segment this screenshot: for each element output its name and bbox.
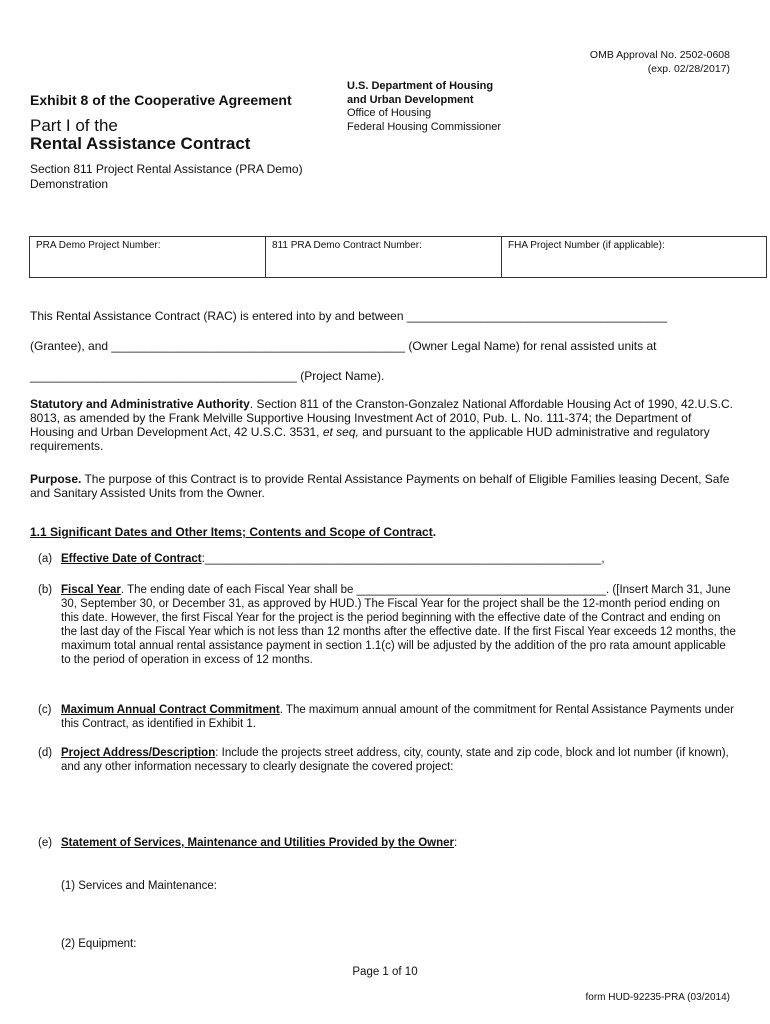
fiscal-year-title: Fiscal Year: [61, 584, 121, 596]
max-annual-commitment-title: Maximum Annual Contract Commitment: [61, 704, 280, 716]
item-d-label: (d): [38, 747, 53, 759]
pra-demo-project-number-field[interactable]: PRA Demo Project Number:: [36, 240, 161, 251]
statutory-authority-label: Statutory and Administrative Authority: [30, 397, 250, 411]
project-address-text: : Include the projects street address, city, county, state and zip code, block and lot number (if known), and any other information necessary to clearly designate the covered project:: [61, 747, 729, 773]
sub-item-equipment: (2) Equipment:: [61, 938, 137, 950]
omb-approval-number: OMB Approval No. 2502-0608: [589, 49, 730, 61]
item-c-label: (c): [38, 704, 52, 716]
project-address-title: Project Address/Description: [61, 747, 216, 759]
effective-date-title: Effective Date of Contract: [61, 553, 202, 565]
program-description: [30, 162, 350, 192]
purpose-label: Purpose.: [30, 472, 82, 486]
item-a: [38, 552, 738, 566]
project-numbers-table: [29, 236, 767, 278]
item-e-label: (e): [38, 837, 53, 849]
commissioner-name: Federal Housing Commissioner: [347, 120, 502, 133]
intro-line-2: (Grantee), and ____________________________________________ (Owner Legal Name) for renal assisted units at: [30, 339, 657, 353]
document-title: Rental Assistance Contract: [30, 134, 251, 153]
sub-item-services-maintenance: (1) Services and Maintenance:: [61, 880, 217, 892]
agency-block: [347, 80, 501, 134]
agency-name-line1: U.S. Department of Housing: [347, 80, 494, 92]
omb-approval: [590, 48, 730, 76]
purpose-paragraph: [30, 472, 736, 500]
page-number: Page 1 of 10: [352, 966, 418, 978]
item-e: [38, 836, 738, 850]
statutory-authority-paragraph: [30, 397, 736, 453]
intro-line-1: This Rental Assistance Contract (RAC) is entered into by and between _______________________________________: [30, 309, 668, 323]
intro-line-3: ________________________________________ (Project Name).: [30, 369, 385, 383]
statutory-text-b: and pursuant to the applicable HUD administrative and regulatory requirements.: [30, 425, 710, 453]
section-1-1: [30, 525, 736, 539]
item-d: [38, 746, 738, 774]
item-b: [38, 583, 738, 667]
statement-of-services-colon: :: [454, 837, 458, 849]
exhibit-title: Exhibit 8 of the Cooperative Agreement: [30, 92, 292, 108]
agency-name-line2: and Urban Development: [347, 93, 474, 106]
item-b-label: (b): [38, 584, 53, 596]
form-number: form HUD-92235-PRA (03/2014): [585, 992, 730, 1003]
effective-date-blank[interactable]: :______________________________________________________________,: [201, 553, 605, 565]
fiscal-year-text: . The ending date of each Fiscal Year shall be _______________________________________. ([Insert March 31, June 30, September 30, or December 31, as approved by HUD.) The Fiscal Year for the project shall be the 12-month period ending on this date. However, the first Fiscal Year for the project is the period beginning with the effective date of the Contract and ending on the last day of the Fiscal Year which is not less than 12 months after the effective date. If the first Fiscal Year exceeds 12 months, the maximum total annual rental assistance payment in section 1.1(c) will be adjusted by the addition of the pro rata amount applicable to the period of operation in excess of 12 months.: [61, 584, 736, 666]
part-label: Part I of the: [30, 116, 118, 135]
item-c: [38, 703, 738, 731]
section-1-1-heading: 1.1 Significant Dates and Other Items; Contents and Scope of Contract: [30, 525, 433, 539]
section-1-1-period: .: [432, 525, 437, 539]
program-line1: Section 811 Project Rental Assistance (PRA Demo): [30, 162, 303, 176]
office-name: Office of Housing: [347, 107, 432, 119]
omb-expiration: (exp. 02/28/2017): [647, 63, 730, 75]
program-line2: Demonstration: [30, 177, 109, 191]
statutory-italic: et seq,: [322, 425, 359, 439]
statement-of-services-title: Statement of Services, Maintenance and Utilities Provided by the Owner: [61, 837, 455, 849]
max-annual-commitment-text: . The maximum annual amount of the commitment for Rental Assistance Payments under this Contract, as identified in Exhibit 1.: [61, 704, 734, 730]
statutory-text-a: . Section 811 of the Cranston-Gonzalez National Affordable Housing Act of 1990, 42.U.S.C. 8013, as amended by the Frank Melville Supportive Housing Investment Act of 2010, Pub. L. No. 111-374; the Department of Housing and Urban Development Act, 42 U.S.C. 3531,: [30, 397, 733, 439]
fha-project-number-field[interactable]: FHA Project Number (if applicable):: [501, 237, 766, 277]
purpose-text: The purpose of this Contract is to provide Rental Assistance Payments on behalf of Eligible Families leasing Decent, Safe and Sanitary Assisted Units from the Owner.: [30, 472, 730, 500]
contract-number-field[interactable]: 811 PRA Demo Contract Number:: [265, 237, 501, 277]
item-a-label: (a): [38, 553, 53, 565]
